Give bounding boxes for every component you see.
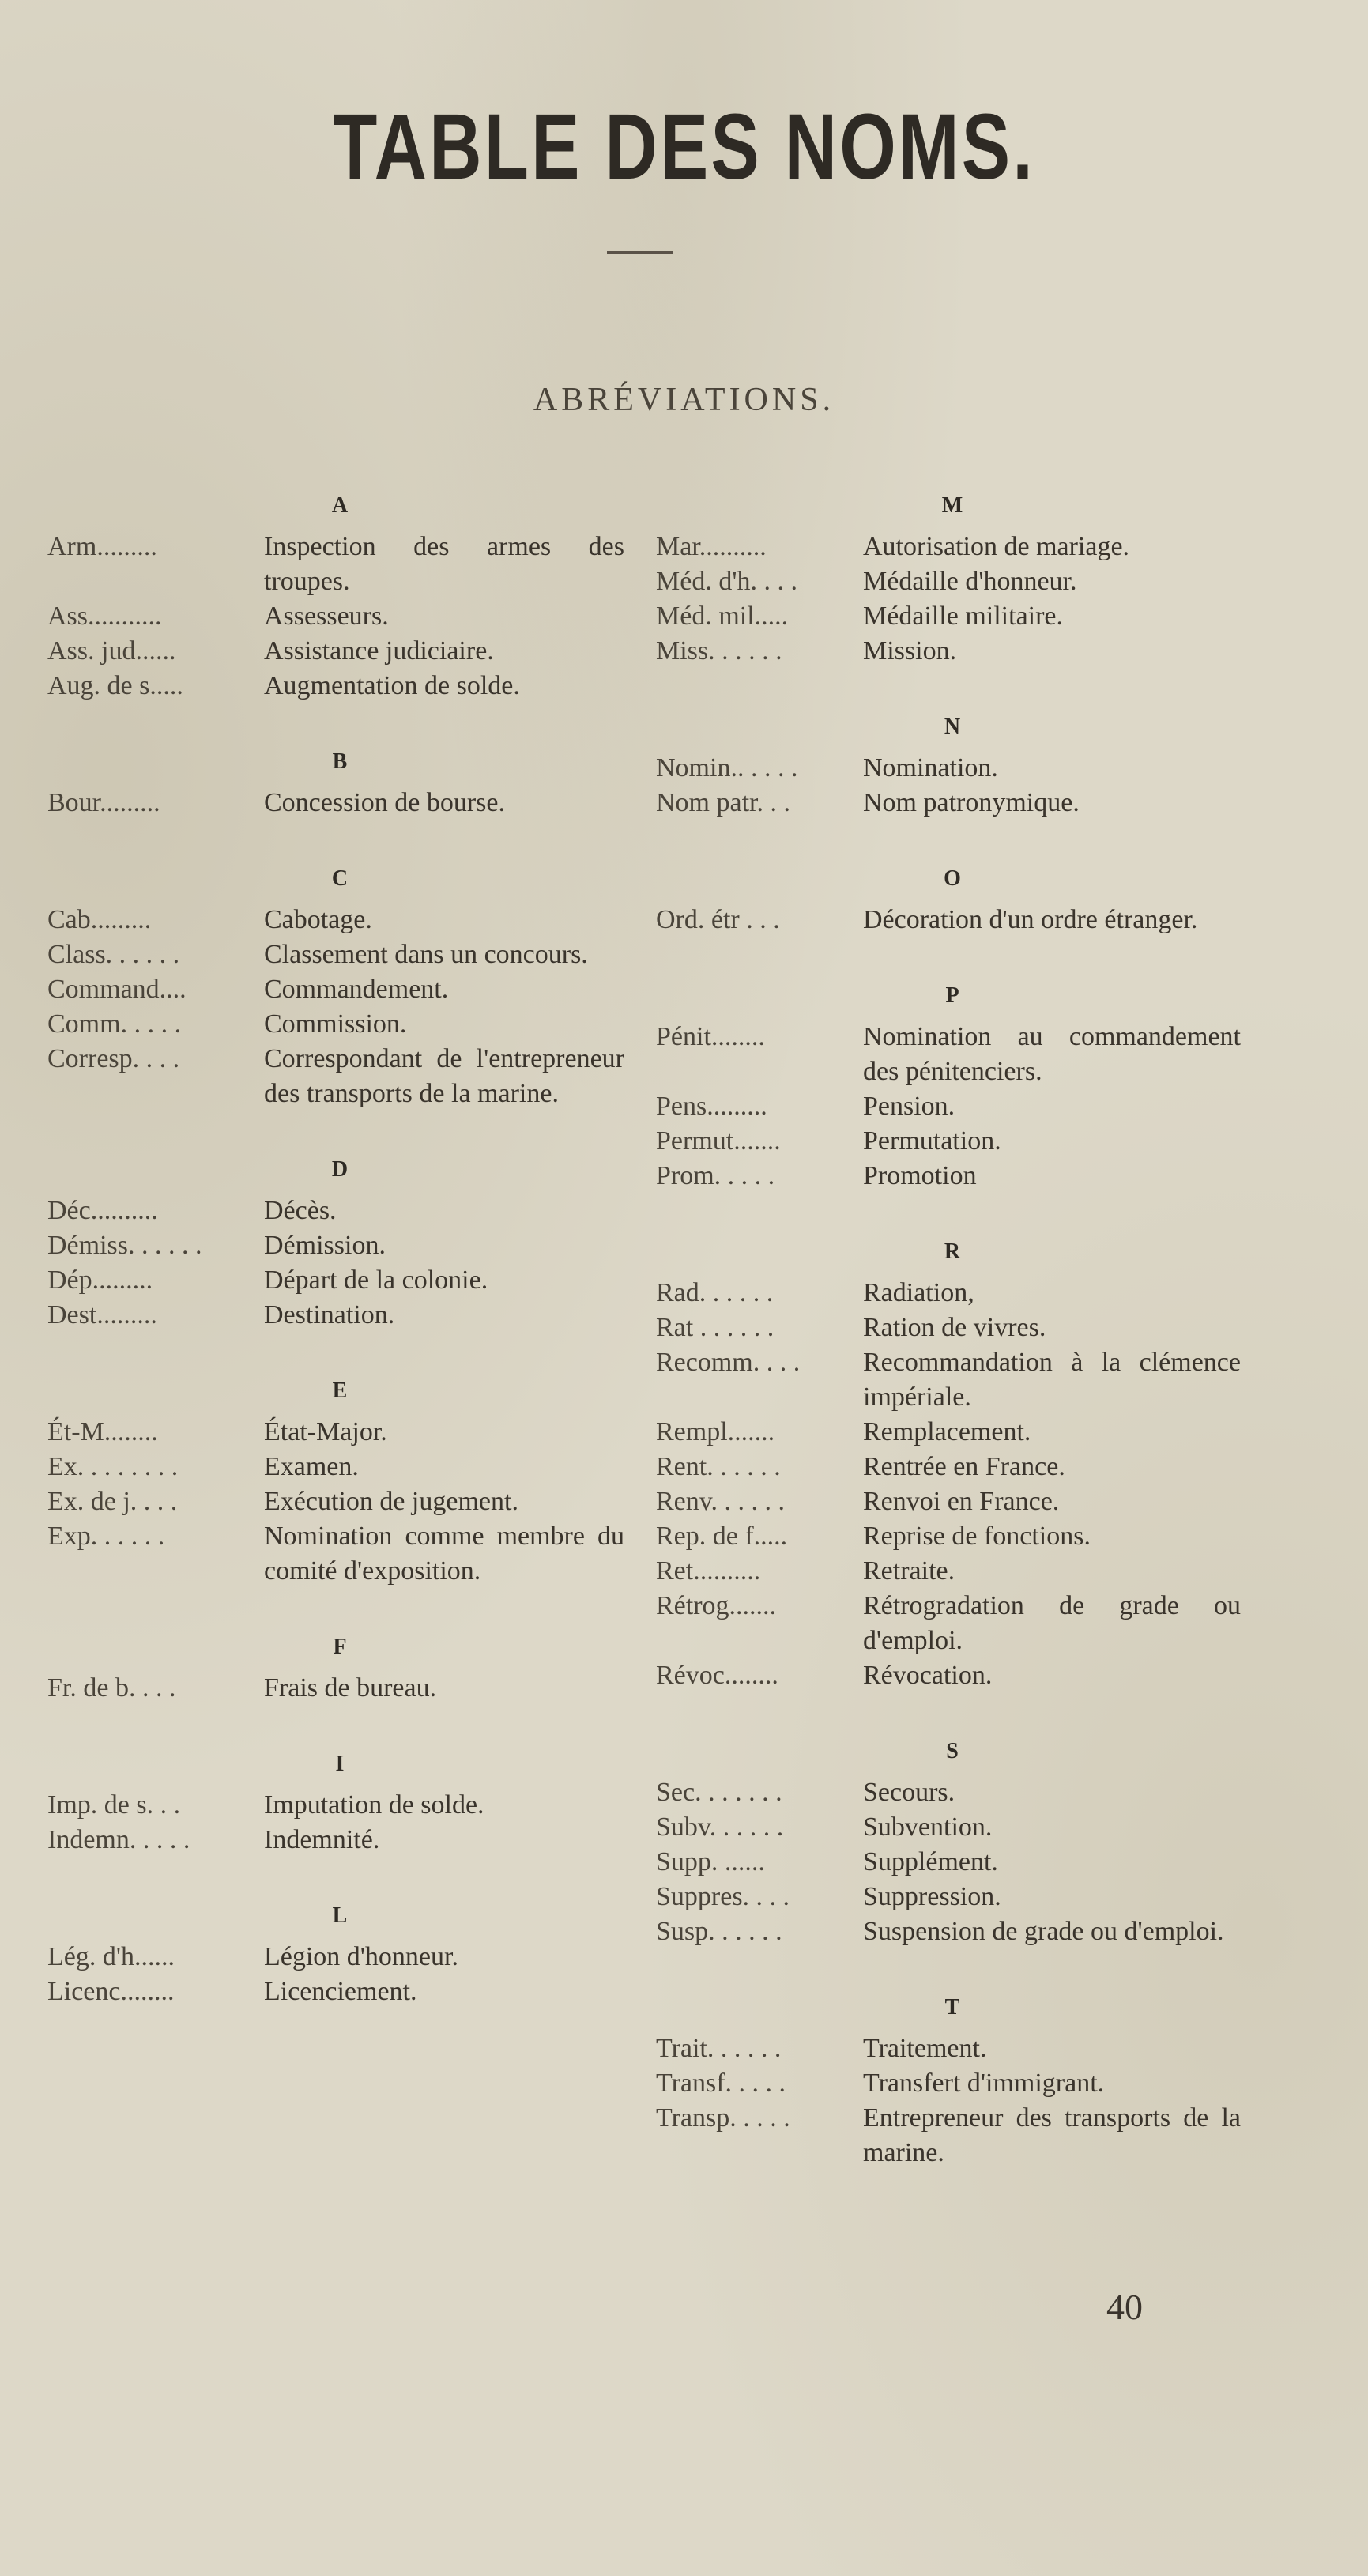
page-number: 40 (1106, 2287, 1143, 2327)
section-letter: N (944, 715, 961, 739)
abbreviation-entry (656, 1554, 1241, 1589)
abbreviation: Rat . . . . . . (656, 1313, 774, 1342)
abbreviation-entry (47, 937, 624, 972)
abbreviation-meaning: Médaille militaire. (863, 602, 1064, 631)
abbreviation-meaning: Secours. (863, 1778, 955, 1807)
letter-section (656, 493, 1241, 669)
letter-section (47, 1635, 624, 1706)
abbreviation-meaning: Suspension de grade ou d'emploi. (863, 1917, 1224, 1946)
abbreviation-entry (656, 1020, 1241, 1089)
abbreviation-meaning: Légion d'honneur. (264, 1942, 458, 1971)
abbreviation-entry (656, 751, 1241, 786)
abbreviation-meaning: Nomination au commandement des pénitenciers. (863, 1022, 1241, 1086)
abbreviation-entry (656, 1124, 1241, 1159)
abbreviation-entry (47, 1940, 624, 1974)
abbreviation-meaning: Promotion (863, 1161, 977, 1190)
abbreviation-entry (656, 1159, 1241, 1194)
abbreviation-meaning: Augmentation de solde. (264, 671, 520, 700)
page-title: TABLE DES NOMS. (333, 95, 1035, 199)
abbreviation-entry (656, 1775, 1241, 1810)
abbreviation-entry (656, 1311, 1241, 1345)
abbreviation-entry (656, 1914, 1241, 1949)
abbreviation-entry (47, 1450, 624, 1484)
section-letter: C (331, 866, 349, 891)
abbreviation-entry (47, 786, 624, 820)
abbreviation: Recomm. . . . (656, 1348, 801, 1377)
abbreviation-meaning: Frais de bureau. (264, 1673, 437, 1703)
section-letter: D (331, 1157, 349, 1182)
letter-section (656, 1995, 1241, 2171)
abbreviation: Méd. d'h. . . . (656, 567, 797, 596)
title-rule (607, 251, 673, 254)
abbreviation: Mar.......... (656, 532, 767, 561)
abbreviation-meaning: Mission. (863, 636, 957, 666)
abbreviation-meaning: Permutation. (863, 1126, 1001, 1156)
letter-section (47, 493, 624, 703)
abbreviation-meaning: Correspondant de l'entrepreneur des transports de la marine. (264, 1044, 624, 1108)
abbreviation: Renv. . . . . . (656, 1487, 786, 1516)
abbreviation-entry (656, 1845, 1241, 1880)
letter-section (47, 866, 624, 1111)
abbreviation-meaning: Concession de bourse. (264, 788, 506, 817)
abbreviation: Démiss. . . . . . (47, 1231, 202, 1260)
section-letter: A (331, 493, 349, 518)
abbreviation: Ex. de j. . . . (47, 1487, 178, 1516)
abbreviation-meaning: Reprise de fonctions. (863, 1522, 1091, 1551)
abbreviation: Fr. de b. . . . (47, 1673, 176, 1703)
abbreviation-entry (656, 1415, 1241, 1450)
abbreviation: Pens......... (656, 1092, 767, 1121)
abbreviation-entry (656, 634, 1241, 669)
abbreviation-meaning: Traitement. (863, 2034, 987, 2063)
abbreviation-entry (656, 1484, 1241, 1519)
abbreviation-entry (47, 1263, 624, 1298)
abbreviation-meaning: Licenciement. (264, 1977, 417, 2006)
section-letter: L (332, 1903, 348, 1928)
abbreviation: Ét-M........ (47, 1417, 158, 1446)
abbreviation: Aug. de s..... (47, 671, 183, 700)
abbreviation: Ord. étr . . . (656, 905, 780, 934)
abbreviation-meaning: Remplacement. (863, 1417, 1031, 1446)
abbreviation-entry (656, 903, 1241, 937)
abbreviation-meaning: Recommandation à la clémence impériale. (863, 1348, 1241, 1412)
abbreviation-meaning: Cabotage. (264, 905, 372, 934)
section-letter: O (944, 866, 961, 891)
abbreviation-entry (47, 634, 624, 669)
abbreviation: Permut....... (656, 1126, 781, 1156)
abbreviation-entry (656, 1589, 1241, 1658)
abbreviation: Subv. . . . . . (656, 1812, 784, 1842)
section-letter: F (333, 1635, 347, 1659)
abbreviation-meaning: Révocation. (863, 1661, 993, 1690)
section-letter: T (944, 1995, 960, 2020)
abbreviation: Trait. . . . . . (656, 2034, 782, 2063)
abbreviation-entry (656, 1658, 1241, 1693)
abbreviation-meaning: Inspection des armes des troupes. (264, 532, 624, 596)
abbreviation-meaning: Rentrée en France. (863, 1452, 1065, 1481)
abbreviation-meaning: Nomination. (863, 753, 998, 783)
abbreviation-meaning: Examen. (264, 1452, 359, 1481)
abbreviation: Supp. ...... (656, 1847, 765, 1876)
section-subtitle: ABRÉVIATIONS. (533, 382, 835, 418)
abbreviation-entry (47, 1042, 624, 1111)
abbreviation-entry (47, 1415, 624, 1450)
abbreviation-meaning: Supplément. (863, 1847, 998, 1876)
right-column (656, 493, 1241, 2216)
abbreviation: Exp. . . . . . (47, 1522, 165, 1551)
abbreviation-meaning: Ration de vivres. (863, 1313, 1046, 1342)
abbreviation-meaning: État-Major. (264, 1417, 387, 1446)
abbreviation-entry (656, 1810, 1241, 1845)
abbreviation: Transf. . . . . (656, 2069, 786, 2098)
abbreviation: Ex. . . . . . . . (47, 1452, 179, 1481)
abbreviation-meaning: Nomination comme membre du comité d'exposition. (264, 1522, 624, 1586)
abbreviation: Arm......... (47, 532, 157, 561)
abbreviation: Sec. . . . . . . (656, 1778, 782, 1807)
letter-section (656, 1239, 1241, 1693)
abbreviation-meaning: Assistance judiciaire. (264, 636, 494, 666)
abbreviation-meaning: Renvoi en France. (863, 1487, 1060, 1516)
abbreviation-meaning: Suppression. (863, 1882, 1001, 1911)
abbreviation-entry (47, 1007, 624, 1042)
abbreviation-entry (656, 2031, 1241, 2066)
abbreviation: Comm. . . . . (47, 1009, 182, 1039)
abbreviation-meaning: Commandement. (264, 975, 449, 1004)
abbreviation-entry (47, 1228, 624, 1263)
abbreviation-entry (47, 903, 624, 937)
letter-section (656, 1739, 1241, 1949)
abbreviation-entry (47, 1484, 624, 1519)
abbreviation-entry (656, 2066, 1241, 2101)
abbreviation: Ass. jud...... (47, 636, 176, 666)
abbreviation-entry (47, 1519, 624, 1589)
letter-section (47, 1379, 624, 1589)
abbreviation-meaning: Radiation, (863, 1278, 974, 1307)
abbreviation-entry (656, 1880, 1241, 1914)
abbreviation-entry (47, 1671, 624, 1706)
abbreviation-entry (47, 669, 624, 703)
abbreviation-meaning: Démission. (264, 1231, 386, 1260)
abbreviation: Nom patr. . . (656, 788, 790, 817)
abbreviation: Rad. . . . . . (656, 1278, 774, 1307)
abbreviation-entry (47, 599, 624, 634)
abbreviation-entry (656, 1519, 1241, 1554)
abbreviation: Ass........... (47, 602, 162, 631)
abbreviation-entry (656, 599, 1241, 634)
abbreviation-meaning: Classement dans un concours. (264, 940, 588, 969)
abbreviation-entry (656, 1345, 1241, 1415)
abbreviation: Déc.......... (47, 1196, 158, 1225)
abbreviation-entry (656, 530, 1241, 564)
abbreviation-meaning: Décès. (264, 1196, 337, 1225)
abbreviation: Command.... (47, 975, 187, 1004)
abbreviation-meaning: Entrepreneur des transports de la marine. (863, 2103, 1241, 2167)
abbreviation: Indemn. . . . . (47, 1825, 190, 1854)
abbreviation: Cab......... (47, 905, 152, 934)
abbreviation-entry (47, 1823, 624, 1858)
abbreviation-meaning: Commission. (264, 1009, 407, 1039)
abbreviation-entry (47, 530, 624, 599)
abbreviation-meaning: Subvention. (863, 1812, 993, 1842)
abbreviation-meaning: Assesseurs. (264, 602, 389, 631)
abbreviation-meaning: Destination. (264, 1300, 395, 1329)
abbreviation-entry (656, 564, 1241, 599)
abbreviation-entry (656, 2101, 1241, 2171)
letter-section (656, 983, 1241, 1194)
abbreviation: Rep. de f..... (656, 1522, 788, 1551)
abbreviation-meaning: Médaille d'honneur. (863, 567, 1077, 596)
abbreviation: Ret.......... (656, 1556, 761, 1586)
abbreviation: Corresp. . . . (47, 1044, 180, 1073)
left-column (47, 493, 624, 2055)
abbreviation: Pénit........ (656, 1022, 765, 1051)
abbreviation-meaning: Pension. (863, 1092, 955, 1121)
abbreviation-entry (47, 1194, 624, 1228)
abbreviation: Dép......... (47, 1265, 153, 1295)
letter-section (47, 1903, 624, 2009)
abbreviation: Rent. . . . . . (656, 1452, 781, 1481)
abbreviation-meaning: Exécution de jugement. (264, 1487, 518, 1516)
abbreviation: Méd. mil..... (656, 602, 789, 631)
abbreviation: Dest......... (47, 1300, 157, 1329)
abbreviation-meaning: Autorisation de mariage. (863, 532, 1130, 561)
abbreviation-entry (47, 1298, 624, 1333)
letter-section (47, 749, 624, 820)
abbreviation: Imp. de s. . . (47, 1790, 181, 1820)
abbreviation-entry (656, 1450, 1241, 1484)
section-letter: P (945, 983, 959, 1008)
abbreviation: Rempl....... (656, 1417, 775, 1446)
abbreviation: Rétrog....... (656, 1591, 777, 1620)
abbreviation-meaning: Décoration d'un ordre étranger. (863, 905, 1198, 934)
letter-section (656, 866, 1241, 937)
section-letter: I (335, 1752, 345, 1776)
abbreviation-meaning: Imputation de solde. (264, 1790, 484, 1820)
abbreviation-entry (47, 1974, 624, 2009)
letter-section (656, 715, 1241, 820)
abbreviation-entry (656, 1276, 1241, 1311)
abbreviation: Licenc........ (47, 1977, 175, 2006)
abbreviation: Nomin.. . . . . (656, 753, 798, 783)
abbreviation-entry (47, 972, 624, 1007)
section-letter: M (941, 493, 963, 518)
abbreviation: Miss. . . . . . (656, 636, 782, 666)
section-letter: S (946, 1739, 959, 1763)
abbreviation: Prom. . . . . (656, 1161, 775, 1190)
abbreviation-entry (656, 786, 1241, 820)
abbreviation-meaning: Nom patronymique. (863, 788, 1080, 817)
abbreviation: Transp. . . . . (656, 2103, 790, 2133)
abbreviation: Bour......... (47, 788, 160, 817)
abbreviation-entry (47, 1788, 624, 1823)
section-letter: B (332, 749, 348, 774)
abbreviation-entry (656, 1089, 1241, 1124)
abbreviation-meaning: Départ de la colonie. (264, 1265, 488, 1295)
abbreviation-meaning: Transfert d'immigrant. (863, 2069, 1105, 2098)
abbreviation: Class. . . . . . (47, 940, 180, 969)
abbreviation-meaning: Indemnité. (264, 1825, 380, 1854)
abbreviation-meaning: Rétrogradation de grade ou d'emploi. (863, 1591, 1241, 1655)
letter-section (47, 1157, 624, 1333)
abbreviation: Susp. . . . . . (656, 1917, 782, 1946)
section-letter: R (944, 1239, 961, 1264)
letter-section (47, 1752, 624, 1858)
section-letter: E (332, 1379, 348, 1403)
abbreviation-meaning: Retraite. (863, 1556, 955, 1586)
abbreviation: Lég. d'h...... (47, 1942, 175, 1971)
abbreviation: Suppres. . . . (656, 1882, 790, 1911)
abbreviation: Révoc........ (656, 1661, 778, 1690)
